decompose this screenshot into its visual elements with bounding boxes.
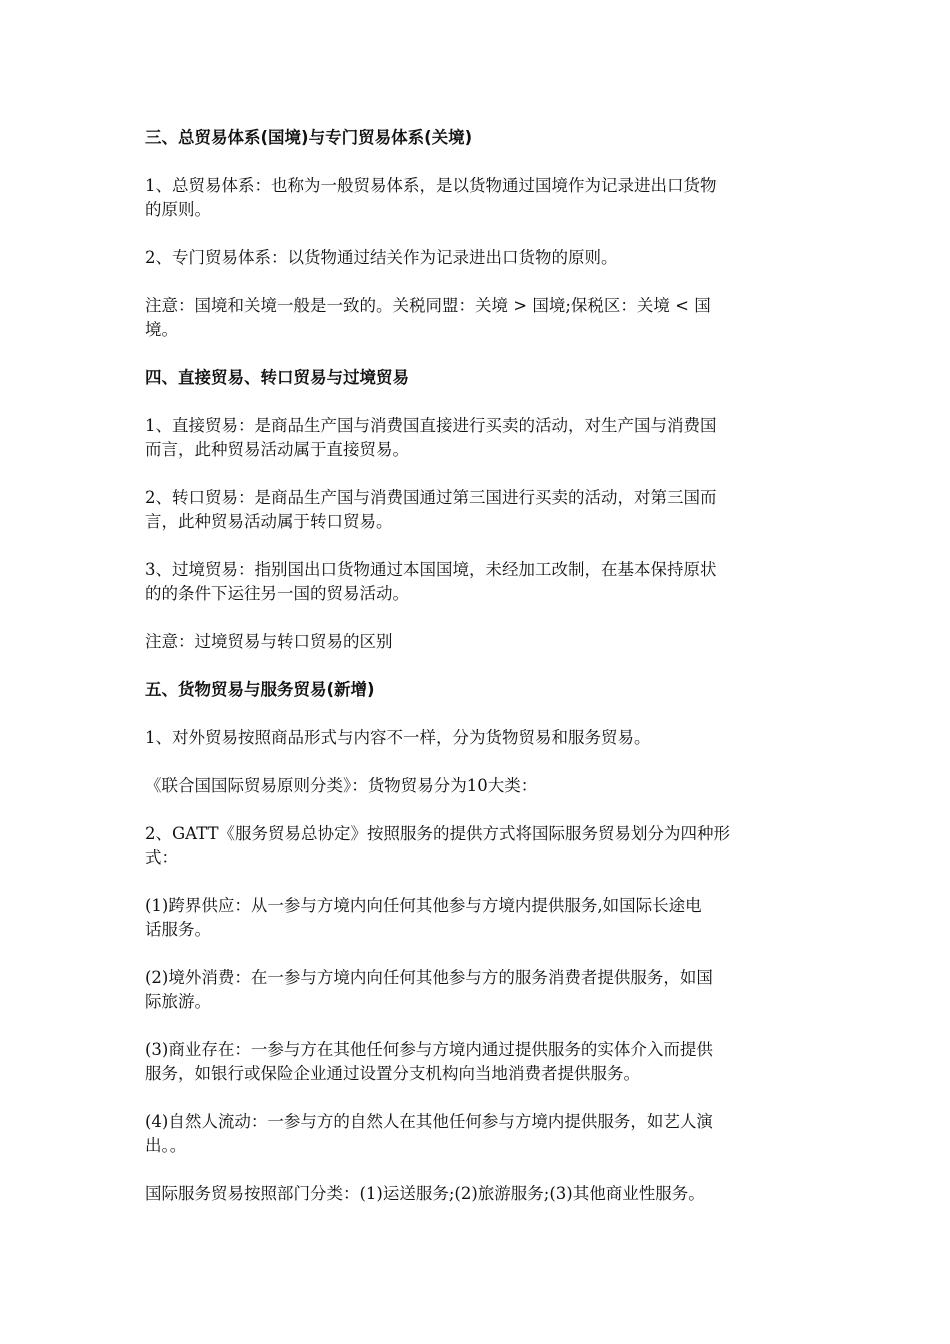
paragraph: [145, 774, 810, 798]
paragraph: [145, 966, 810, 1014]
paragraph: [145, 414, 810, 462]
text-line: (1)跨界供应：从一参与方境内向任何其他参与方境内提供服务,如国际长途电: [145, 896, 702, 915]
paragraph: [145, 294, 810, 342]
text-line: 四、直接贸易、转口贸易与过境贸易: [145, 368, 409, 387]
text-line: 1、总贸易体系：也称为一般贸易体系，是以货物通过国境作为记录进出口货物: [145, 176, 717, 195]
paragraph: [145, 1110, 810, 1158]
section-heading: [145, 678, 810, 702]
text-line: 三、总贸易体系(国境)与专门贸易体系(关境): [145, 128, 473, 147]
text-line: 的原则。: [145, 200, 211, 219]
text-line: 注意：过境贸易与转口贸易的区别: [145, 632, 393, 651]
paragraph: [145, 1182, 810, 1206]
paragraph: [145, 174, 810, 222]
text-line: 1、对外贸易按照商品形式与内容不一样，分为货物贸易和服务贸易。: [145, 728, 651, 747]
text-line: 言，此种贸易活动属于转口贸易。: [145, 512, 393, 531]
text-line: 1、直接贸易：是商品生产国与消费国直接进行买卖的活动，对生产国与消费国: [145, 416, 717, 435]
text-line: (3)商业存在：一参与方在其他任何参与方境内通过提供服务的实体介入而提供: [145, 1040, 713, 1059]
paragraph: [145, 822, 810, 870]
paragraph: [145, 630, 810, 654]
section-heading: [145, 126, 810, 150]
text-line: 而言，此种贸易活动属于直接贸易。: [145, 440, 409, 459]
text-line: 五、货物贸易与服务贸易(新增): [145, 680, 375, 699]
text-line: 2、GATT《服务贸易总协定》按照服务的提供方式将国际服务贸易划分为四种形: [145, 824, 731, 843]
paragraph: [145, 246, 810, 270]
text-line: 式：: [145, 848, 178, 867]
paragraph: [145, 894, 810, 942]
section-heading: [145, 366, 810, 390]
text-line: 服务，如银行或保险企业通过设置分支机构向当地消费者提供服务。: [145, 1064, 640, 1083]
text-line: 2、转口贸易：是商品生产国与消费国通过第三国进行买卖的活动，对第三国而: [145, 488, 717, 507]
text-line: 境。: [145, 320, 178, 339]
text-line: 注意：国境和关境一般是一致的。关税同盟：关境 > 国境;保税区：关境 < 国: [145, 296, 711, 315]
text-line: 的的条件下运往另一国的贸易活动。: [145, 584, 409, 603]
text-line: 2、专门贸易体系：以货物通过结关作为记录进出口货物的原则。: [145, 248, 618, 267]
text-line: 国际服务贸易按照部门分类：(1)运送服务;(2)旅游服务;(3)其他商业性服务。: [145, 1184, 705, 1203]
paragraph: [145, 558, 810, 606]
text-line: 际旅游。: [145, 992, 211, 1011]
text-line: 3、过境贸易：指别国出口货物通过本国国境，未经加工改制，在基本保持原状: [145, 560, 717, 579]
text-line: (4)自然人流动：一参与方的自然人在其他任何参与方境内提供服务，如艺人演: [145, 1112, 713, 1131]
text-line: 出。。: [145, 1136, 187, 1155]
paragraph: [145, 486, 810, 534]
paragraph: [145, 1038, 810, 1086]
paragraph: [145, 726, 810, 750]
text-line: 《联合国国际贸易原则分类》：货物贸易分为10大类：: [145, 776, 538, 795]
text-line: (2)境外消费：在一参与方境内向任何其他参与方的服务消费者提供服务，如国: [145, 968, 713, 987]
text-line: 话服务。: [145, 920, 211, 939]
